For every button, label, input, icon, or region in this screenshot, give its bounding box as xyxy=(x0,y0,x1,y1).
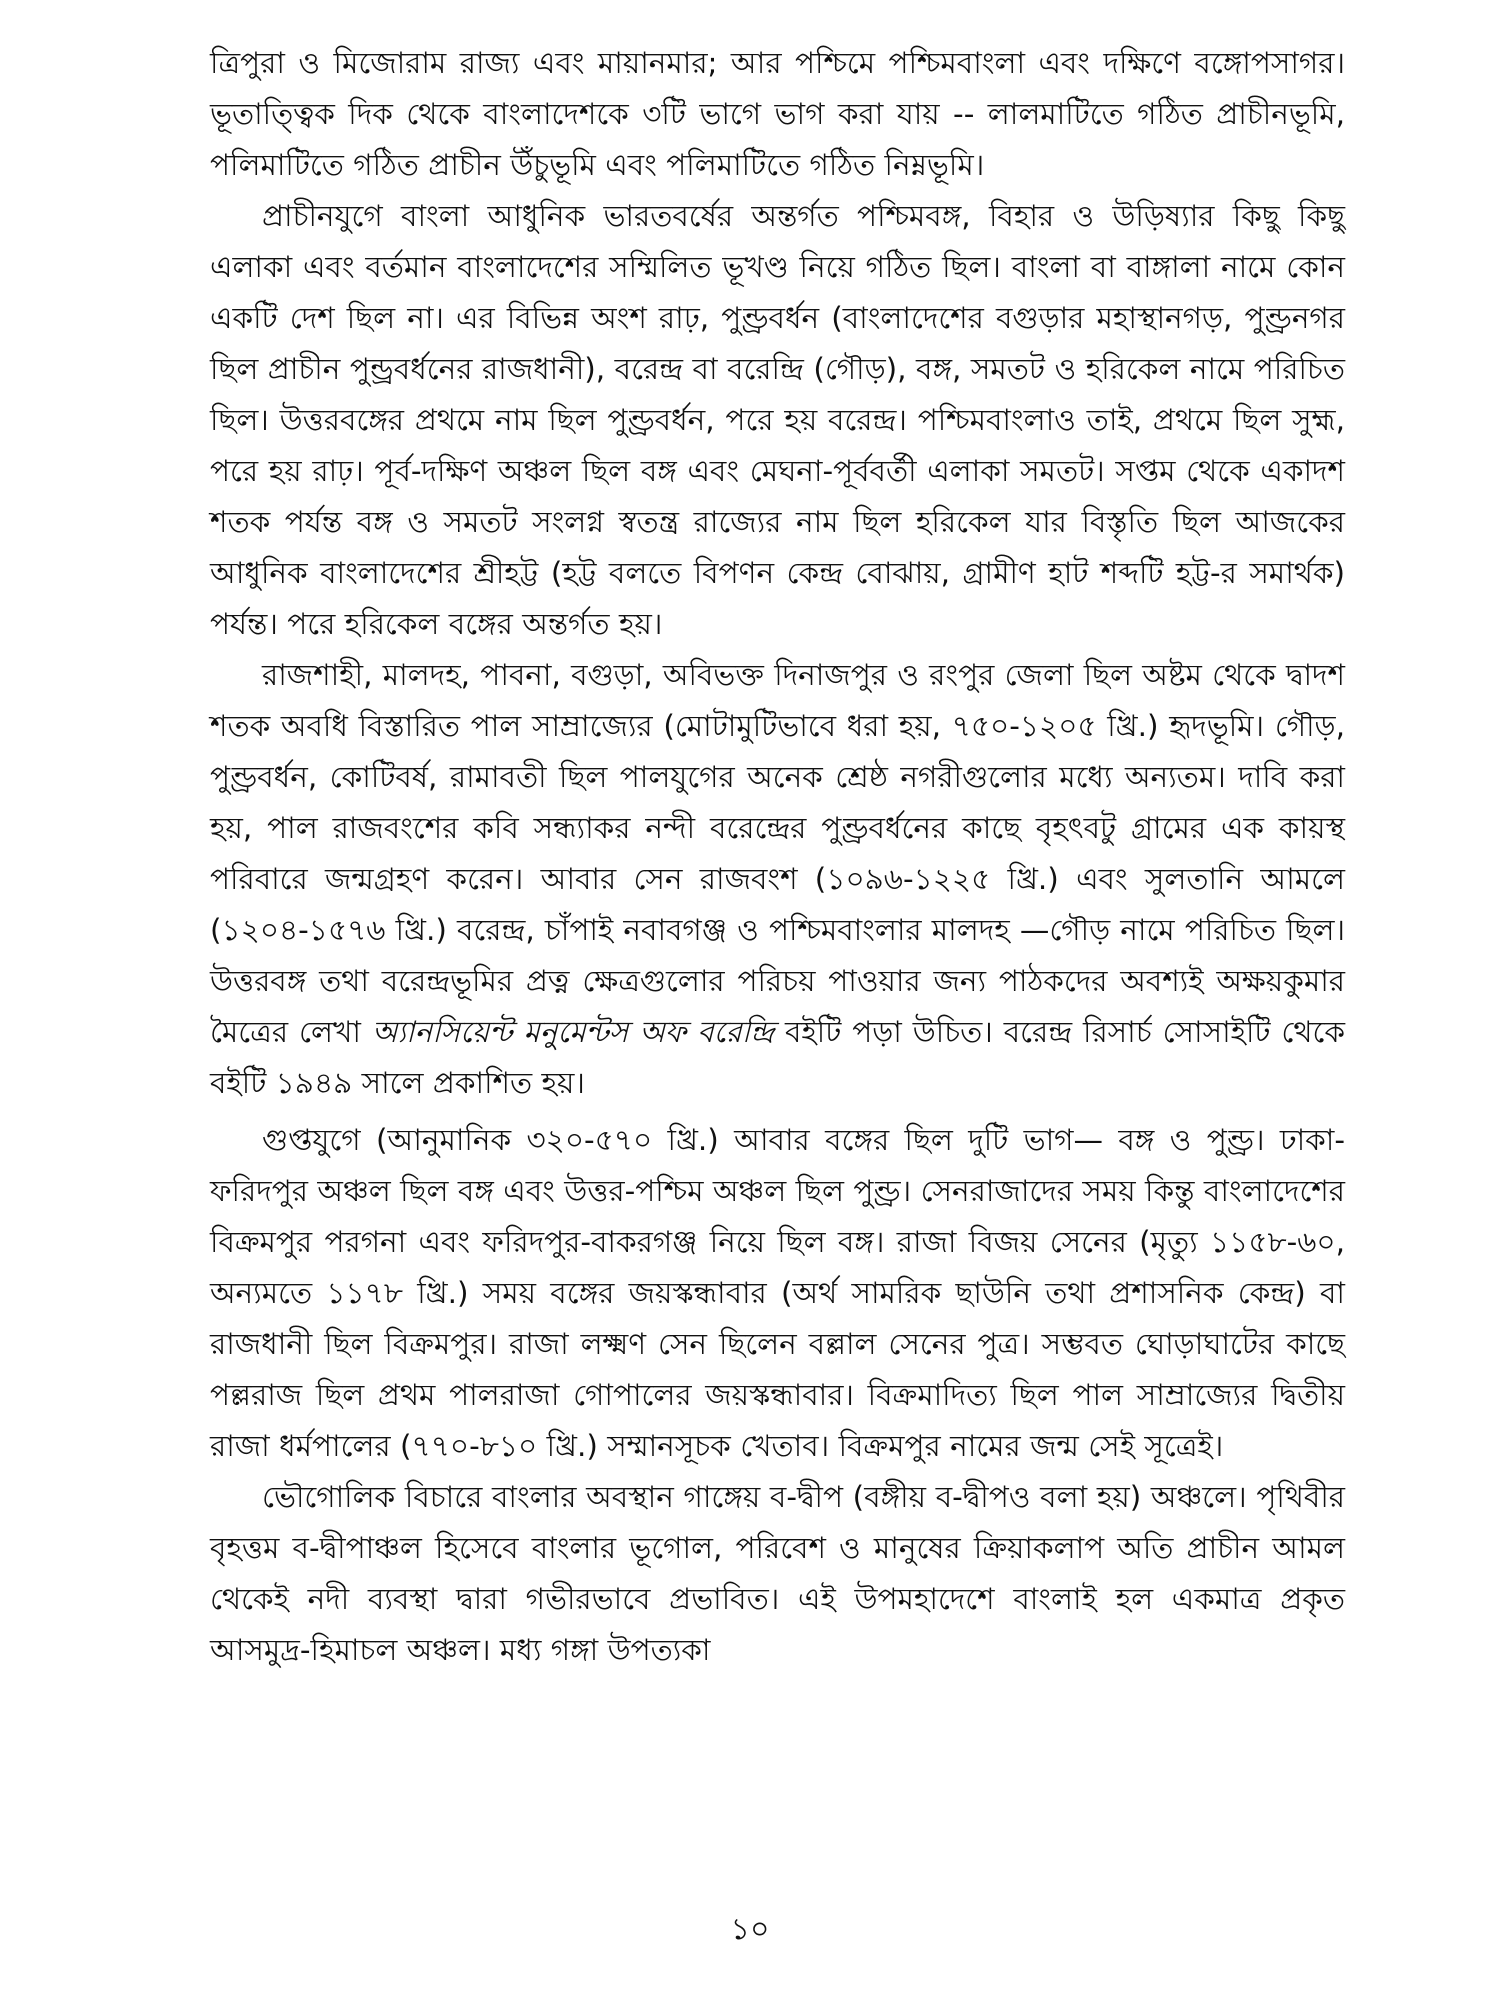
paragraph-3-text: রাজশাহী, মালদহ, পাবনা, বগুড়া, অবিভক্ত দিনাজপুর ও রংপুর জেলা ছিল অষ্টম থেকে দ্বাদশ শতক অবধি বিস্তারিত পাল সাম্রাজ্যের (মোটামুটিভাবে ধরা হয়, ৭৫০-১২০৫ খ্রি.) হৃদভূমি। গৌড়, পুণ্ড্রবর্ধন, কোটিবর্ষ, রামাবতী ছিল পালযুগের অনেক শ্রেষ্ঠ নগরীগুলোর মধ্যে অন্যতম। দাবি করা হয়, পাল রাজবংশের কবি সন্ধ্যাকর নন্দী বরেন্দ্রের পুণ্ড্রবর্ধনের কাছে বৃহৎবটু গ্রামের এক কায়স্থ পরিবারে জন্মগ্রহণ করেন। আবার সেন রাজবংশ (১০৯৬-১২২৫ খ্রি.) এবং সুলতানি আমলে (১২০৪-১৫৭৬ খ্রি.) বরেন্দ্র, চাঁপাই নবাবগঞ্জ ও পশ্চিমবাংলার মালদহ —গৌড় নামে পরিচিত ছিল। উত্তরবঙ্গ তথা বরেন্দ্রভূমির প্রত্ন ক্ষেত্রগুলোর পরিচয় পাওয়ার জন্য পাঠকদের অবশ্যই অক্ষয়কুমার মৈত্রের লেখা xyxy=(210,658,1345,1049)
paragraph-3 xyxy=(210,650,1345,1109)
paragraph-4: গুপ্তযুগে (আনুমানিক ৩২০-৫৭০ খ্রি.) আবার বঙ্গের ছিল দুটি ভাগ— বঙ্গ ও পুণ্ড্র। ঢাকা-ফরিদপুর অঞ্চল ছিল বঙ্গ এবং উত্তর-পশ্চিম অঞ্চল ছিল পুণ্ড্র। সেনরাজাদের সময় কিন্তু বাংলাদেশের বিক্রমপুর পরগনা এবং ফরিদপুর-বাকরগঞ্জ নিয়ে ছিল বঙ্গ। রাজা বিজয় সেনের (মৃত্যু ১১৫৮-৬০, অন্যমতে ১১৭৮ খ্রি.) সময় বঙ্গের জয়স্কন্ধাবার (অর্থ সামরিক ছাউনি তথা প্রশাসনিক কেন্দ্র) বা রাজধানী ছিল বিক্রমপুর। রাজা লক্ষ্মণ সেন ছিলেন বল্লাল সেনের পুত্র। সম্ভবত ঘোড়াঘাটের কাছে পল্লরাজ ছিল প্রথম পালরাজা গোপালের জয়স্কন্ধাবার। বিক্রমাদিত্য ছিল পাল সাম্রাজ্যের দ্বিতীয় রাজা ধর্মপালের (৭৭০-৮১০ খ্রি.) সম্মানসূচক খেতাব। বিক্রমপুর নামের জন্ম সেই সূত্রেই। xyxy=(210,1123,1345,1463)
paragraph-5: ভৌগোলিক বিচারে বাংলার অবস্থান গাঙ্গেয় ব-দ্বীপ (বঙ্গীয় ব-দ্বীপও বলা হয়) অঞ্চলে। পৃথিবীর বৃহত্তম ব-দ্বীপাঞ্চল হিসেবে বাংলার ভূগোল, পরিবেশ ও মানুষের ক্রিয়াকলাপ অতি প্রাচীন আমল থেকেই নদী ব্যবস্থা দ্বারা গভীরভাবে প্রভাবিত। এই উপমহাদেশে বাংলাই হল একমাত্র প্রকৃত আসমুদ্র-হিমাচল অঞ্চল। মধ্য গঙ্গা উপত্যকা xyxy=(210,1480,1345,1667)
book-title: অ্যানসিয়েন্ট মনুমেন্টস অফ বরেন্দ্রি xyxy=(371,1015,775,1049)
page-number: ১০ xyxy=(730,1912,770,1947)
paragraph-3-tail: বইটি পড়া উচিত। বরেন্দ্র রিসার্চ সোসাইটি থেকে বইটি ১৯৪৯ সালে প্রকাশিত হয়। xyxy=(210,1015,1345,1100)
paragraph-2: প্রাচীনযুগে বাংলা আধুনিক ভারতবর্ষের অন্তর্গত পশ্চিমবঙ্গ, বিহার ও উড়িষ্যার কিছু কিছু এলাকা এবং বর্তমান বাংলাদেশের সম্মিলিত ভূখণ্ড নিয়ে গঠিত ছিল। বাংলা বা বাঙ্গালা নামে কোন একটি দেশ ছিল না। এর বিভিন্ন অংশ রাঢ়, পুণ্ড্রবর্ধন (বাংলাদেশের বগুড়ার মহাস্থানগড়, পুণ্ড্রনগর ছিল প্রাচীন পুন্ড্রবর্ধনের রাজধানী), বরেন্দ্র বা বরেন্দ্রি (গৌড়), বঙ্গ, সমতট ও হরিকেল নামে পরিচিত ছিল। উত্তরবঙ্গের প্রথমে নাম ছিল পুণ্ড্রবর্ধন, পরে হয় বরেন্দ্র। পশ্চিমবাংলাও তাই, প্রথমে ছিল সুহ্ম, পরে হয় রাঢ়। পূর্ব-দক্ষিণ অঞ্চল ছিল বঙ্গ এবং মেঘনা-পূর্ববর্তী এলাকা সমতট। সপ্তম থেকে একাদশ শতক পর্যন্ত বঙ্গ ও সমতট সংলগ্ন স্বতন্ত্র রাজ্যের নাম ছিল হরিকেল যার বিস্তৃতি ছিল আজকের আধুনিক বাংলাদেশের শ্রীহট্ট (হট্ট বলতে বিপণন কেন্দ্র বোঝায়, গ্রামীণ হাট শব্দটি হট্ট-র সমার্থক) পর্যন্ত। পরে হরিকেল বঙ্গের অন্তর্গত হয়। xyxy=(210,199,1345,641)
paragraph-1: ত্রিপুরা ও মিজোরাম রাজ্য এবং মায়ানমার; আর পশ্চিমে পশ্চিমবাংলা এবং দক্ষিণে বঙ্গোপসাগর। ভূতাত্ত্বিক দিক থেকে বাংলাদেশকে ৩টি ভাগে ভাগ করা যায় -- লালমাটিতে গঠিত প্রাচীনভূমি, পলিমাটিতে গঠিত প্রাচীন উঁচুভূমি এবং পলিমাটিতে গঠিত নিম্নভূমি। xyxy=(210,46,1345,182)
